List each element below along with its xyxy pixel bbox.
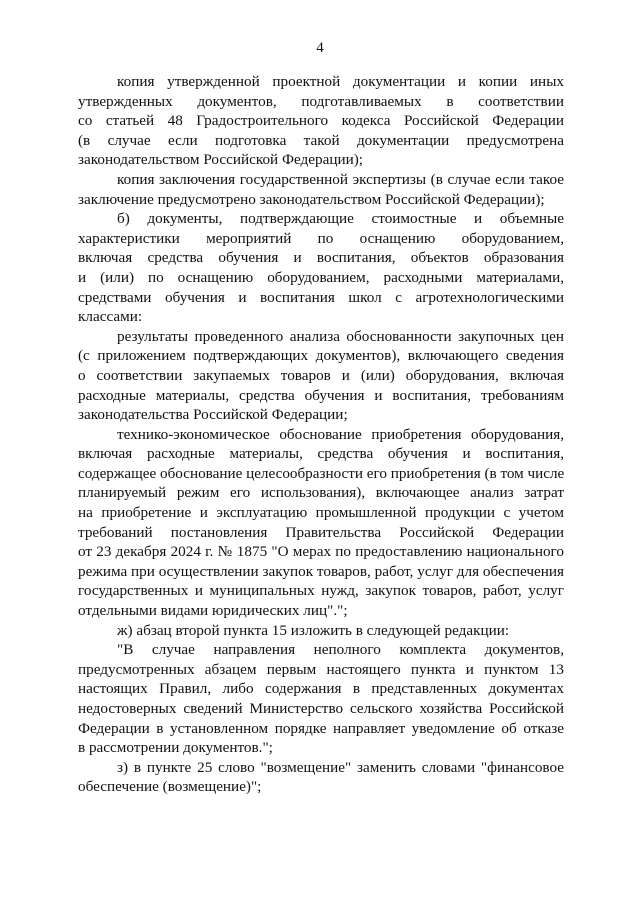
text-line: результаты проведенного анализа обоснованности закупочных цен	[117, 327, 564, 345]
text-line: копия заключения государственной экспертизы (в случае если такое	[117, 170, 564, 188]
text-line: технико-экономическое обоснование приобретения оборудования,	[117, 425, 564, 443]
text-line: со статьей 48 Градостроительного кодекса Российской Федерации	[78, 112, 564, 130]
text-line: б) документы, подтверждающие стоимостные и объемные	[117, 210, 564, 228]
text-line: содержащее обоснование целесообразности его приобретения (в том числе	[78, 464, 565, 482]
page-number: 4	[316, 40, 324, 56]
text-line: государственных и муниципальных нужд, закупок товаров, работ, услуг	[78, 582, 564, 600]
paragraph	[78, 72, 564, 170]
text-line: предусмотренных абзацем первым настоящего пункта и пунктом 13	[78, 660, 564, 678]
text-line: классами:	[78, 308, 143, 326]
text-line: требований постановления Правительства Российской Федерации	[78, 523, 564, 541]
text-line: (с приложением подтверждающих документов), включающего сведения	[78, 347, 564, 365]
text-line: и (или) по оснащению оборудованием, расходными материалами,	[78, 268, 564, 286]
text-line: законодательством Российской Федерации);	[78, 151, 363, 169]
paragraph	[78, 425, 564, 621]
text-line: в рассмотрении документов.";	[78, 739, 273, 757]
text-line: настоящих Правил, либо содержания в представленных документах	[78, 680, 564, 698]
text-line: отдельными видами юридических лиц".";	[78, 602, 348, 620]
paragraph	[78, 758, 564, 797]
text-line: законодательства Российской Федерации;	[78, 406, 348, 424]
text-line: средствами обучения и воспитания школ с агротехнологическими	[78, 288, 564, 306]
text-line: режима при осуществлении закупок товаров, работ, услуг для обеспечения	[78, 562, 564, 580]
text-line: на приобретение и эксплуатацию промышленной продукции с учетом	[78, 504, 564, 522]
text-line: от 23 декабря 2024 г. № 1875 "О мерах по предоставлению национального	[78, 543, 564, 561]
text-line: включая средства обучения и воспитания, объектов образования	[78, 249, 564, 267]
text-line: Федерации в установленном порядке направляет уведомление об отказе	[78, 719, 564, 737]
document-body	[78, 72, 564, 797]
text-line: копия утвержденной проектной документации и копии иных	[117, 73, 564, 90]
text-line: о соответствии закупаемых товаров и (или) оборудования, включая	[78, 366, 564, 384]
text-line: расходные материалы, средства обучения и воспитания, требованиям	[78, 386, 564, 404]
text-line: включая расходные материалы, средства обучения и воспитания,	[78, 445, 564, 463]
paragraph	[78, 640, 564, 758]
text-line: "В случае направления неполного комплекта документов,	[117, 641, 564, 659]
paragraph	[78, 327, 564, 425]
text-line: (в случае если подготовка такой документации предусмотрена	[78, 131, 564, 149]
text-line: планируемый режим его использования), включающее анализ затрат	[78, 484, 564, 502]
text-line: обеспечение (возмещение)";	[78, 778, 262, 796]
paragraph	[78, 170, 564, 209]
paragraph	[78, 209, 564, 327]
text-line: з) в пункте 25 слово "возмещение" заменить словами "финансовое	[117, 758, 564, 776]
text-line: ж) абзац второй пункта 15 изложить в следующей редакции:	[117, 621, 510, 639]
text-line: заключение предусмотрено законодательством Российской Федерации);	[78, 190, 545, 208]
text-line: утвержденных документов, подготавливаемых в соответствии	[78, 92, 564, 110]
text-line: недостоверных сведений Министерство сельского хозяйства Российской	[78, 700, 564, 717]
text-line: характеристики мероприятий по оснащению оборудованием,	[78, 229, 564, 247]
paragraph	[78, 621, 564, 641]
